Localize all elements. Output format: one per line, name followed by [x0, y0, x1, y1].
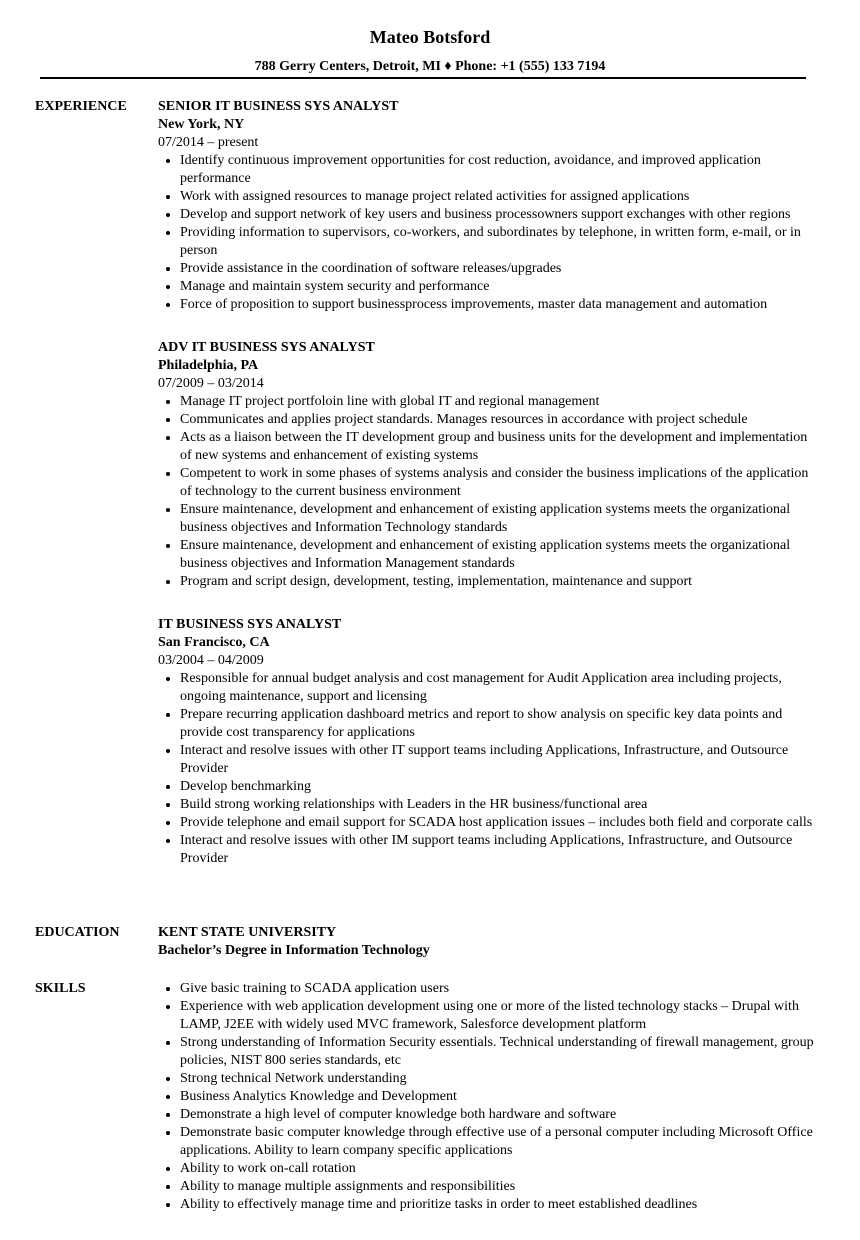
list-item: • Force of proposition to support businessprocess improvements, master data management and automation: [180, 296, 818, 314]
job-entry: [158, 616, 818, 868]
list-item: • Manage and maintain system security and performance: [180, 278, 818, 296]
list-item: • Work with assigned resources to manage project related activities for assigned applications: [180, 188, 818, 206]
job-title: IT BUSINESS SYS ANALYST: [158, 617, 342, 632]
list-item: • Provide telephone and email support for SCADA host application issues – includes both field and corporate calls: [180, 814, 818, 832]
list-item: • Build strong working relationships with Leaders in the HR business/functional area: [180, 796, 818, 814]
section-label-skills: SKILLS: [35, 981, 86, 996]
list-item: • Competent to work in some phases of systems analysis and consider the business implications of the application of technology to the current business environment: [180, 465, 818, 501]
header-divider: [40, 77, 806, 79]
list-item: • Ensure maintenance, development and enhancement of existing application systems meets the organizational business objectives and Information Technology standards: [180, 501, 818, 537]
list-item: • Ensure maintenance, development and enhancement of existing application systems meets the organizational business objectives and Information Management standards: [180, 537, 818, 573]
job-bullets: [158, 670, 818, 868]
list-item: • Ability to effectively manage time and prioritize tasks in order to meet established deadlines: [180, 1196, 818, 1214]
list-item: • Prepare recurring application dashboard metrics and report to show analysis on specific key data points and provide cost transparency for applications: [180, 706, 818, 742]
list-item: • Responsible for annual budget analysis and cost management for Audit Application area including projects, ongoing maintenance, support and licensing: [180, 670, 818, 706]
list-item: • Business Analytics Knowledge and Development: [180, 1088, 818, 1106]
list-item: • Identify continuous improvement opportunities for cost reduction, avoidance, and improved application performance: [180, 152, 818, 188]
job-dates: 07/2014 – present: [158, 135, 259, 150]
list-item: • Develop and support network of key users and business processowners support exchanges with other regions: [180, 206, 818, 224]
list-item: • Program and script design, development, testing, implementation, maintenance and support: [180, 573, 818, 591]
experience-list: [158, 98, 818, 893]
list-item: • Communicates and applies project standards. Manages resources in accordance with project schedule: [180, 411, 818, 429]
skills-list: [158, 980, 818, 1214]
list-item: • Ability to work on-call rotation: [180, 1160, 818, 1178]
list-item: • Strong understanding of Information Security essentials. Technical understanding of firewall management, group policies, NIST 800 series standards, etc: [180, 1034, 818, 1070]
job-location: New York, NY: [158, 117, 245, 132]
job-bullets: [158, 393, 818, 591]
degree: Bachelor’s Degree in Information Technology: [158, 943, 430, 958]
job-location: Philadelphia, PA: [158, 358, 259, 373]
list-item: • Experience with web application development using one or more of the listed technology stacks – Drupal with LAMP, J2EE with widely used MVC framework, Salesforce development platform: [180, 998, 818, 1034]
section-label-education: EDUCATION: [35, 925, 120, 940]
contact-line: 788 Gerry Centers, Detroit, MI ♦ Phone: +1 (555) 133 7194: [254, 59, 606, 74]
job-dates: 07/2009 – 03/2014: [158, 376, 264, 391]
school-name: KENT STATE UNIVERSITY: [158, 925, 337, 940]
list-item: • Demonstrate basic computer knowledge through effective use of a personal computer including Microsoft Office applications. Ability to learn company specific applications: [180, 1124, 818, 1160]
list-item: • Strong technical Network understanding: [180, 1070, 818, 1088]
list-item: • Develop benchmarking: [180, 778, 818, 796]
candidate-name: Mateo Botsford: [369, 27, 491, 47]
job-entry: [158, 98, 818, 314]
job-title: SENIOR IT BUSINESS SYS ANALYST: [158, 99, 399, 114]
list-item: • Interact and resolve issues with other IT support teams including Applications, Infrastructure, and Outsource Provider: [180, 742, 818, 778]
list-item: • Acts as a liaison between the IT development group and business units for the development and implementation of new systems and enhancement of existing systems: [180, 429, 818, 465]
job-dates: 03/2004 – 04/2009: [158, 653, 264, 668]
list-item: • Give basic training to SCADA application users: [180, 980, 818, 998]
job-entry: [158, 339, 818, 591]
job-title: ADV IT BUSINESS SYS ANALYST: [158, 340, 375, 355]
job-bullets: [158, 152, 818, 314]
list-item: • Demonstrate a high level of computer knowledge both hardware and software: [180, 1106, 818, 1124]
list-item: • Providing information to supervisors, co-workers, and subordinates by telephone, in written form, e-mail, or in person: [180, 224, 818, 260]
list-item: • Interact and resolve issues with other IM support teams including Applications, Infrastructure, and Outsource Provider: [180, 832, 818, 868]
list-item: • Manage IT project portfoloin line with global IT and regional management: [180, 393, 818, 411]
list-item: • Provide assistance in the coordination of software releases/upgrades: [180, 260, 818, 278]
list-item: • Ability to manage multiple assignments and responsibilities: [180, 1178, 818, 1196]
job-location: San Francisco, CA: [158, 635, 270, 650]
section-label-experience: EXPERIENCE: [35, 99, 127, 114]
